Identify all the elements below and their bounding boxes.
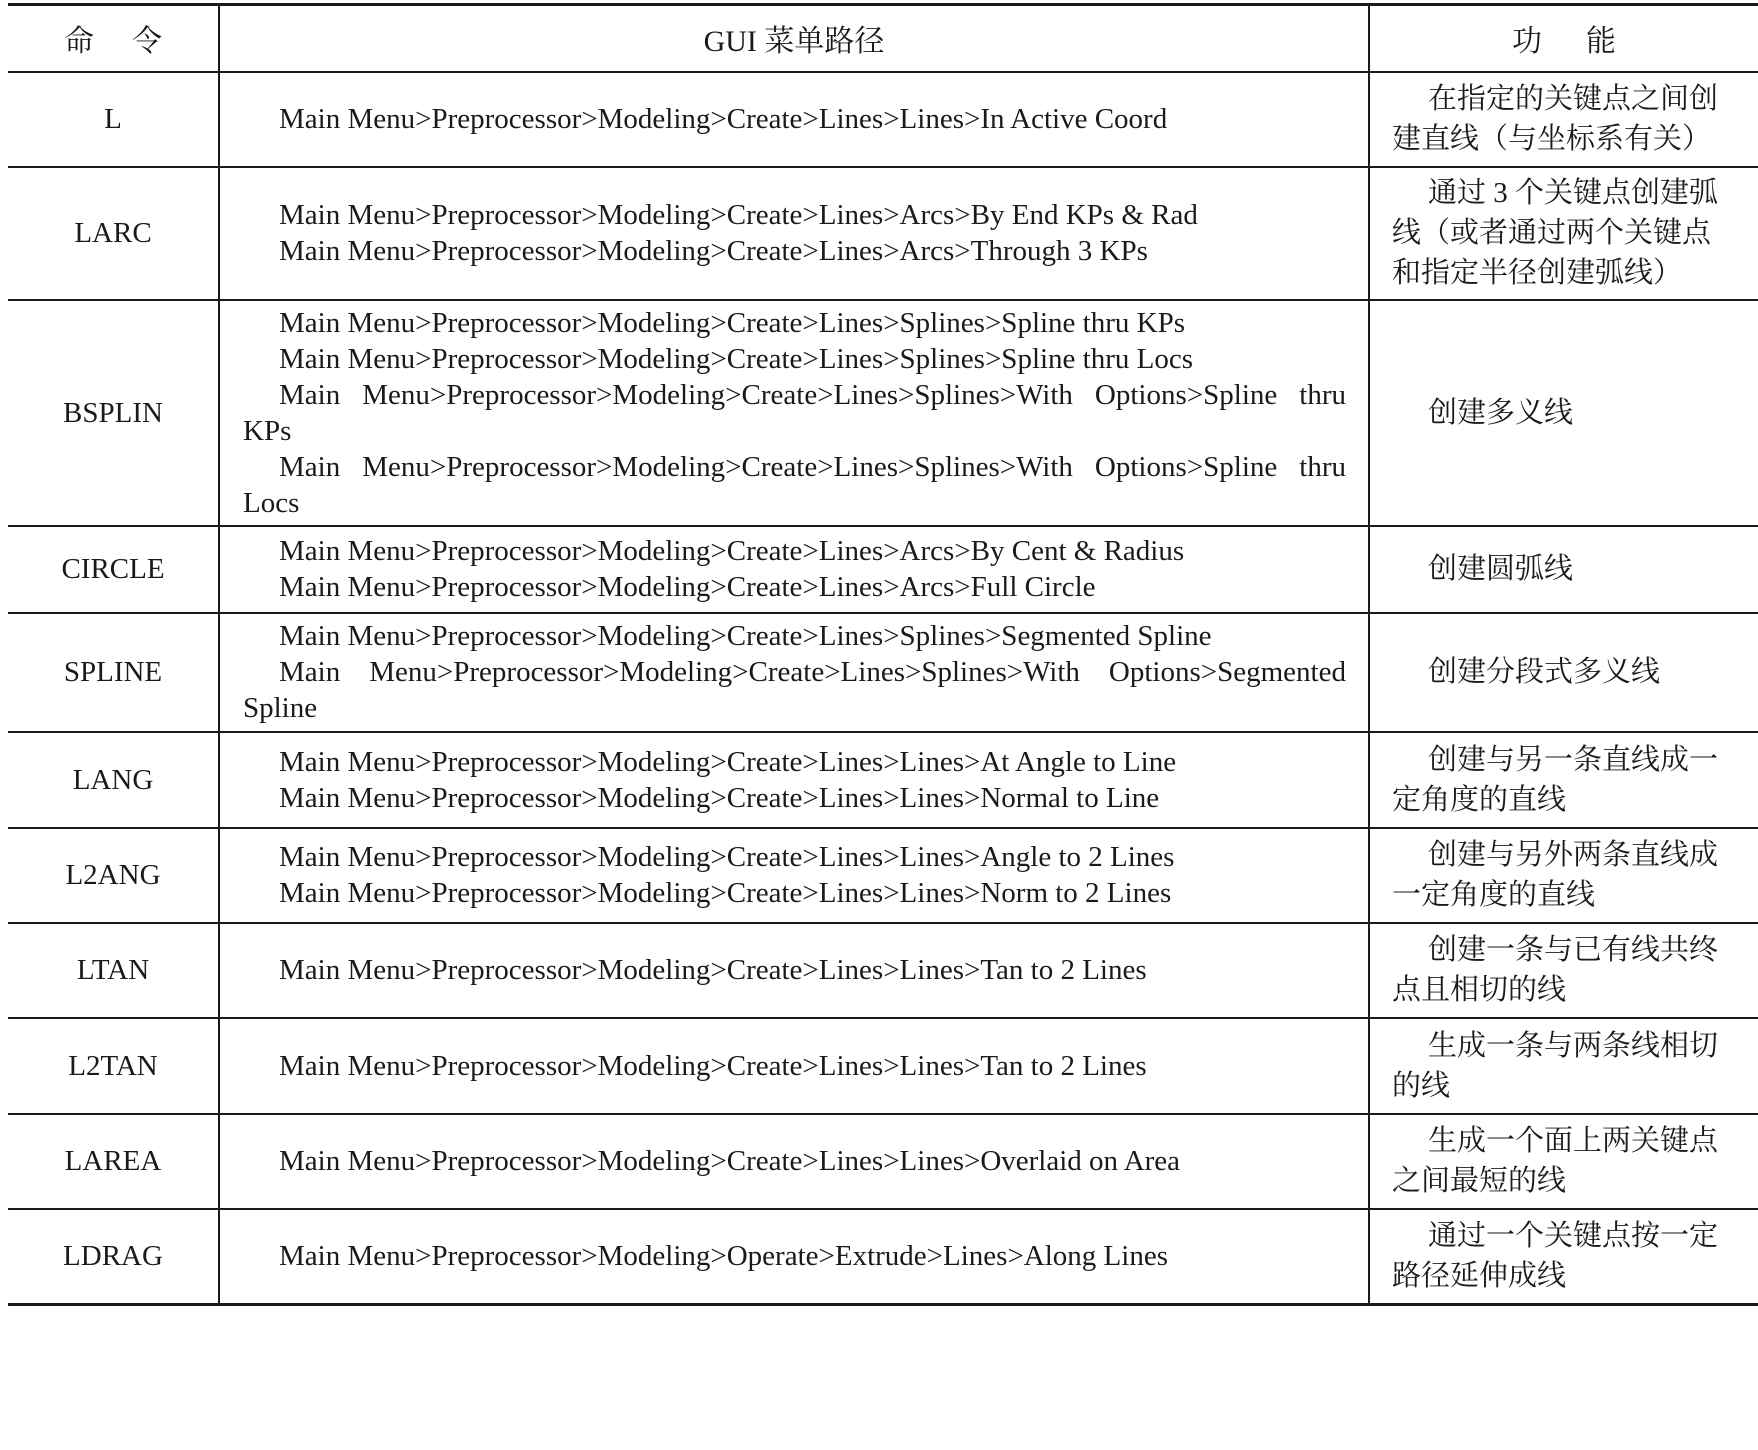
header-function: 功能 xyxy=(1369,5,1758,72)
function-cell: 通过一个关键点按一定路径延伸成线 xyxy=(1369,1209,1758,1305)
gui-path-cell xyxy=(219,1114,1369,1209)
gui-path-line: Main Menu>Preprocessor>Modeling>Create>Lines>Lines>In Active Coord xyxy=(279,103,1168,135)
function-cell: 创建与另一条直线成一定角度的直线 xyxy=(1369,732,1758,828)
command-cell: LDRAG xyxy=(8,1209,219,1305)
gui-path-line: Main Menu>Preprocessor>Modeling>Create>Lines>Splines>With Options>Spline thru KPs xyxy=(243,378,1346,447)
command-cell: LARC xyxy=(8,167,219,300)
function-cell: 创建分段式多义线 xyxy=(1369,613,1758,732)
gui-path-line: Main Menu>Preprocessor>Modeling>Create>Lines>Lines>Tan to 2 Lines xyxy=(279,1049,1147,1082)
gui-path-line: Main Menu>Preprocessor>Modeling>Create>Lines>Splines>Spline thru KPs xyxy=(279,306,1185,339)
function-cell: 创建一条与已有线共终点且相切的线 xyxy=(1369,923,1758,1018)
gui-path-line: Main Menu>Preprocessor>Modeling>Operate>Extrude>Lines>Along Lines xyxy=(279,1240,1168,1273)
gui-path-cell xyxy=(219,167,1369,300)
gui-path-line: Main Menu>Preprocessor>Modeling>Create>Lines>Arcs>By Cent & Radius xyxy=(279,535,1185,567)
gui-path-cell xyxy=(219,1209,1369,1305)
gui-path-line: Main Menu>Preprocessor>Modeling>Create>Lines>Lines>Norm to 2 Lines xyxy=(279,877,1172,909)
gui-path-line: Main Menu>Preprocessor>Modeling>Create>Lines>Lines>Normal to Line xyxy=(279,781,1160,814)
gui-path-cell xyxy=(219,732,1369,828)
table-row xyxy=(8,828,1758,923)
gui-path-line: Main Menu>Preprocessor>Modeling>Create>Lines>Splines>With Options>Segmented Spline xyxy=(243,656,1346,724)
header-command: 命令 xyxy=(8,5,219,72)
gui-path-cell xyxy=(219,1018,1369,1114)
command-cell: L2ANG xyxy=(8,828,219,923)
gui-path-line: Main Menu>Preprocessor>Modeling>Create>Lines>Arcs>Through 3 KPs xyxy=(279,235,1148,267)
gui-path-cell xyxy=(219,72,1369,167)
command-cell: SPLINE xyxy=(8,613,219,732)
gui-path-line: Main Menu>Preprocessor>Modeling>Create>Lines>Lines>Tan to 2 Lines xyxy=(279,954,1147,986)
table-header-row xyxy=(8,5,1758,72)
function-cell: 创建多义线 xyxy=(1369,300,1758,526)
function-cell: 生成一条与两条线相切的线 xyxy=(1369,1018,1758,1114)
gui-path-cell xyxy=(219,828,1369,923)
table-row xyxy=(8,1114,1758,1209)
command-cell: L xyxy=(8,72,219,167)
table-row xyxy=(8,72,1758,167)
command-cell: L2TAN xyxy=(8,1018,219,1114)
command-cell: LTAN xyxy=(8,923,219,1018)
table-row xyxy=(8,526,1758,613)
table-row xyxy=(8,167,1758,300)
command-cell: LAREA xyxy=(8,1114,219,1209)
gui-path-line: Main Menu>Preprocessor>Modeling>Create>Lines>Lines>Overlaid on Area xyxy=(279,1145,1181,1177)
function-cell: 创建圆弧线 xyxy=(1369,526,1758,613)
table-row xyxy=(8,1018,1758,1114)
function-cell: 创建与另外两条直线成一定角度的直线 xyxy=(1369,828,1758,923)
gui-path-line: Main Menu>Preprocessor>Modeling>Create>Lines>Splines>With Options>Spline thru Locs xyxy=(243,450,1346,519)
function-cell: 通过 3 个关键点创建弧线（或者通过两个关键点和指定半径创建弧线） xyxy=(1369,167,1758,300)
table-row xyxy=(8,613,1758,732)
table-row xyxy=(8,923,1758,1018)
command-table xyxy=(8,3,1758,1306)
command-cell: CIRCLE xyxy=(8,526,219,613)
table-row xyxy=(8,732,1758,828)
header-gui-path: GUI 菜单路径 xyxy=(219,5,1369,72)
table-row xyxy=(8,300,1758,526)
gui-path-line: Main Menu>Preprocessor>Modeling>Create>Lines>Arcs>Full Circle xyxy=(279,571,1096,603)
command-cell: BSPLIN xyxy=(8,300,219,526)
function-cell: 生成一个面上两关键点之间最短的线 xyxy=(1369,1114,1758,1209)
gui-path-line: Main Menu>Preprocessor>Modeling>Create>Lines>Lines>At Angle to Line xyxy=(279,745,1177,778)
gui-path-line: Main Menu>Preprocessor>Modeling>Create>Lines>Arcs>By End KPs & Rad xyxy=(279,199,1198,231)
table-row xyxy=(8,1209,1758,1305)
gui-path-line: Main Menu>Preprocessor>Modeling>Create>Lines>Splines>Segmented Spline xyxy=(279,620,1212,652)
gui-path-cell xyxy=(219,300,1369,526)
gui-path-line: Main Menu>Preprocessor>Modeling>Create>Lines>Lines>Angle to 2 Lines xyxy=(279,841,1175,873)
command-cell: LANG xyxy=(8,732,219,828)
command-table-container xyxy=(8,3,1758,1306)
gui-path-cell xyxy=(219,613,1369,732)
gui-path-cell xyxy=(219,923,1369,1018)
gui-path-cell xyxy=(219,526,1369,613)
gui-path-line: Main Menu>Preprocessor>Modeling>Create>Lines>Splines>Spline thru Locs xyxy=(279,342,1194,375)
function-cell: 在指定的关键点之间创建直线（与坐标系有关） xyxy=(1369,72,1758,167)
